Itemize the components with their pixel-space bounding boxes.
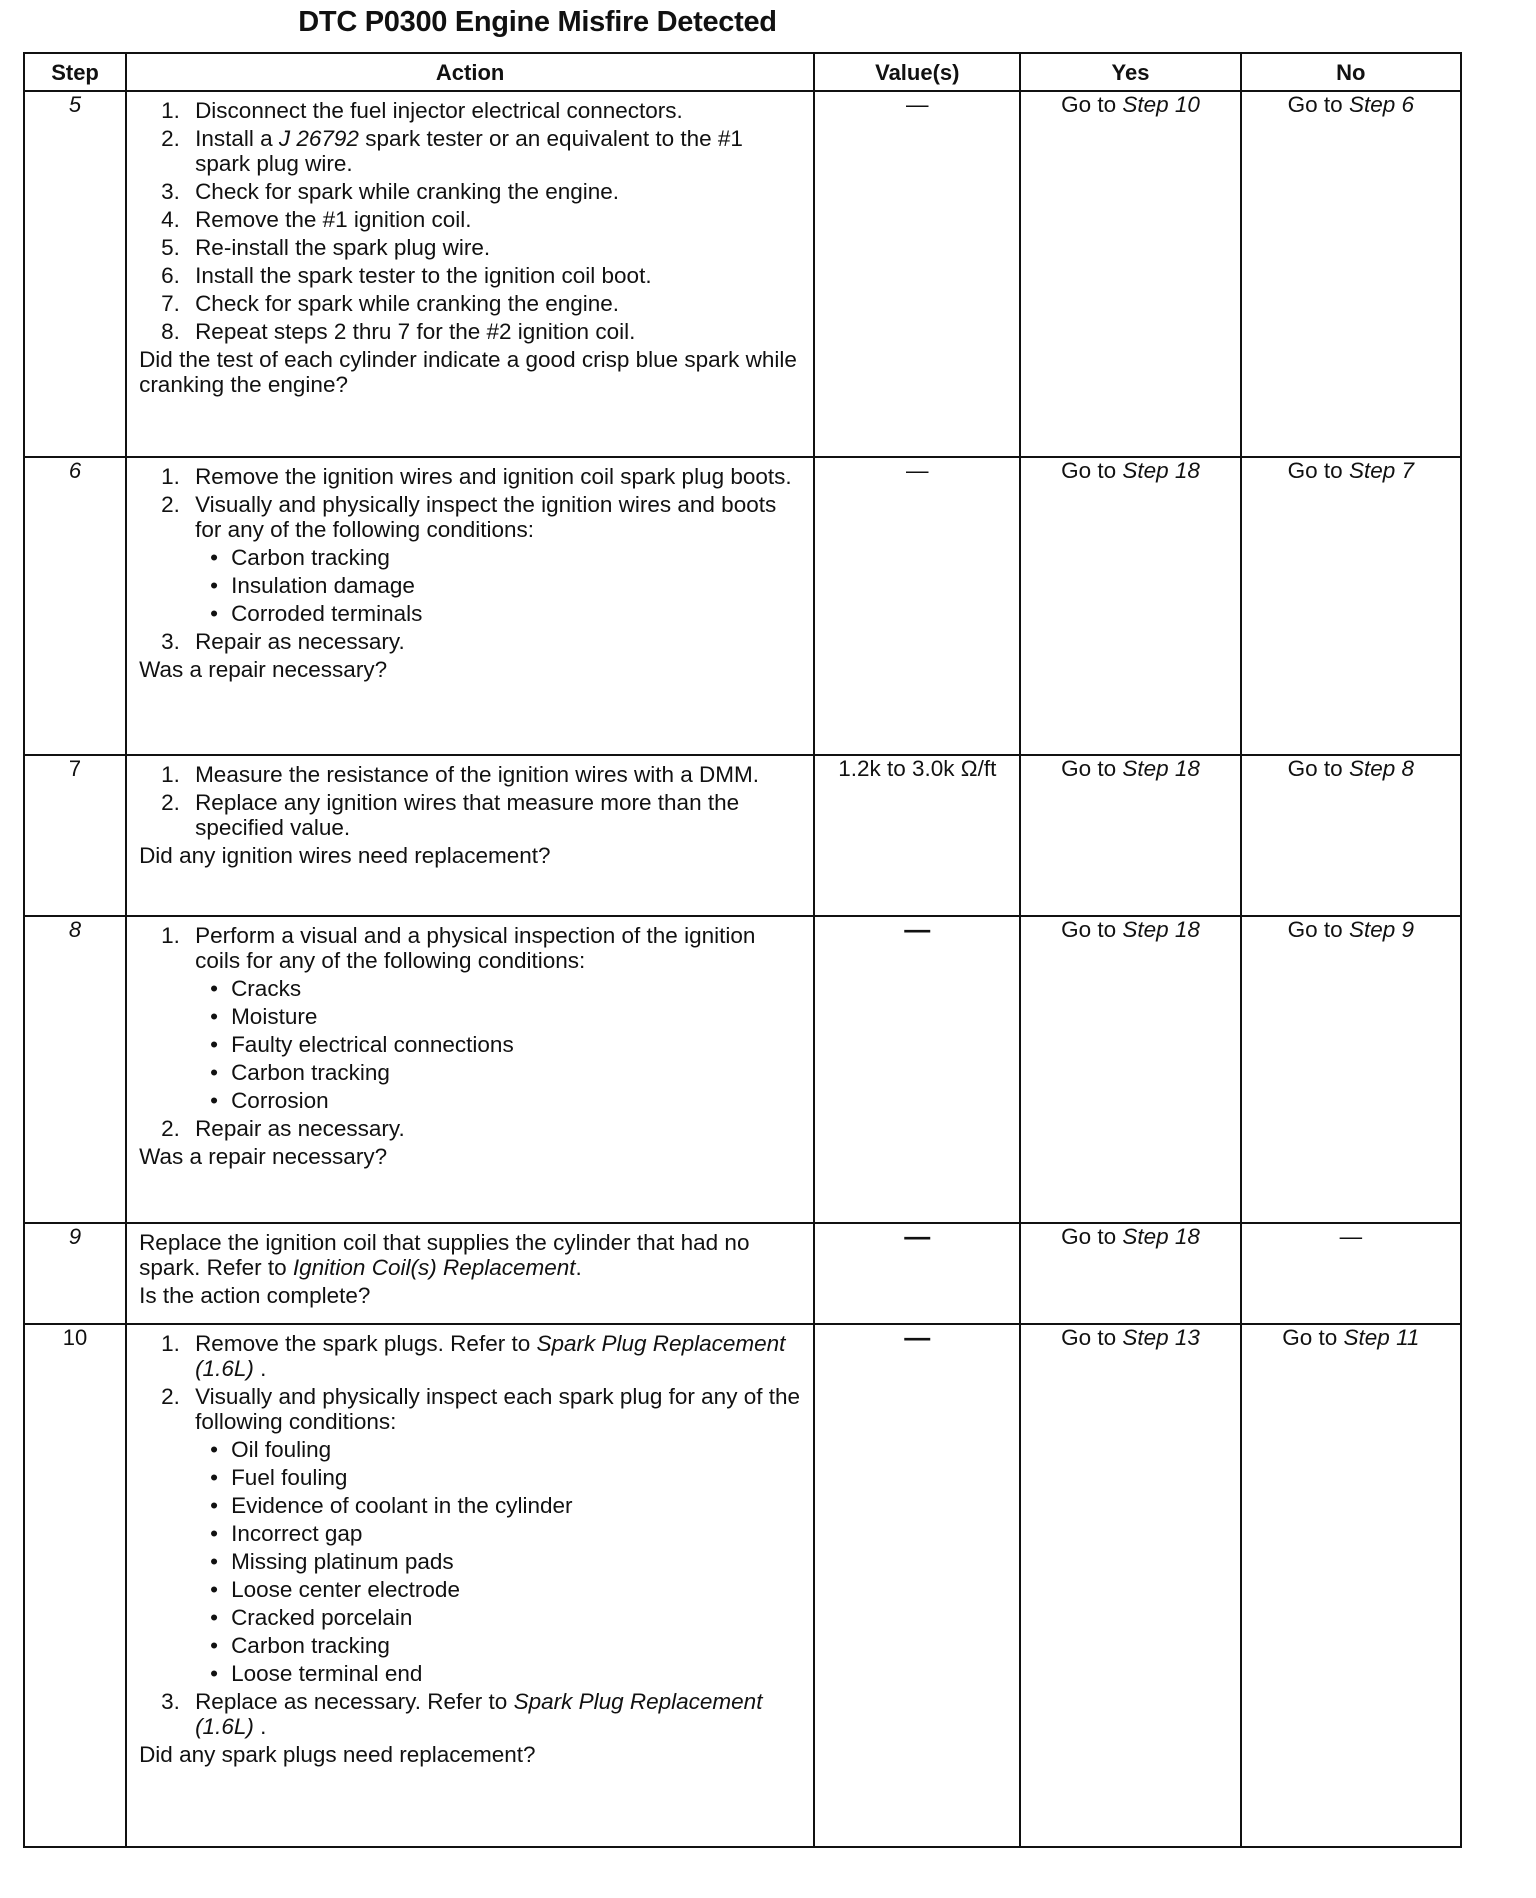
bullet-item: • Missing platinum pads: [210, 1549, 454, 1574]
step-link: Step 11: [1343, 1325, 1420, 1350]
step-number: 9: [24, 1223, 126, 1324]
bullet-item: • Cracked porcelain: [210, 1605, 413, 1630]
bullet-item: • Corrosion: [210, 1088, 329, 1113]
step-number: 6: [24, 457, 126, 755]
list-item: 1. Remove the spark plugs. Refer to Spark Plug Replacement (1.6L) .: [161, 1331, 786, 1381]
no-cell: Go to Step 11: [1241, 1324, 1461, 1847]
value-cell: —: [814, 91, 1020, 457]
bullet-item: • Moisture: [210, 1004, 318, 1029]
table-header-row: [24, 53, 1461, 91]
list-item: 1. Measure the resistance of the ignition wires with a DMM.: [161, 762, 760, 787]
action-cell: [126, 91, 814, 457]
yes-cell: Go to Step 18: [1020, 755, 1240, 916]
question-text: Did any spark plugs need replacement?: [139, 1742, 536, 1767]
bullet-item: • Cracks: [210, 976, 302, 1001]
no-cell: Go to Step 7: [1241, 457, 1461, 755]
action-cell: [126, 1223, 814, 1324]
tool-reference: J 26792: [278, 126, 359, 151]
procedure-reference: Spark Plug Replacement (1.6L): [195, 1331, 786, 1381]
step-link: Step 10: [1122, 92, 1200, 117]
diagnostic-table: [23, 52, 1462, 1848]
question-text: Was a repair necessary?: [139, 1144, 388, 1169]
list-item: 3. Check for spark while cranking the engine.: [161, 179, 620, 204]
action-cell: [126, 457, 814, 755]
list-item: 1. Perform a visual and a physical inspection of the ignition coils for any of the following conditions:: [161, 923, 756, 973]
bullet-item: • Loose terminal end: [210, 1661, 423, 1686]
no-cell: Go to Step 8: [1241, 755, 1461, 916]
step-link: Step 18: [1122, 458, 1200, 483]
list-item: 6. Install the spark tester to the ignition coil boot.: [161, 263, 652, 288]
table-row: [24, 755, 1461, 916]
list-item: 2. Visually and physically inspect each spark plug for any of the following conditions:: [161, 1384, 800, 1434]
action-cell: [126, 1324, 814, 1847]
yes-cell: Go to Step 18: [1020, 916, 1240, 1223]
document-title: DTC P0300 Engine Misfire Detected: [298, 6, 777, 38]
step-link: Step 9: [1348, 917, 1415, 942]
list-item: 2. Replace any ignition wires that measure more than the specified value.: [161, 790, 740, 840]
list-item: 7. Check for spark while cranking the engine.: [161, 291, 620, 316]
question-text: Is the action complete?: [139, 1283, 371, 1308]
instruction-text: Replace the ignition coil that supplies the cylinder that had no spark. Refer to Ignition Coil(s) Replacement.: [139, 1230, 750, 1280]
value-cell: —: [814, 1324, 1020, 1847]
yes-cell: Go to Step 10: [1020, 91, 1240, 457]
bullet-item: • Carbon tracking: [210, 1633, 390, 1658]
table-row: [24, 91, 1461, 457]
question-text: Did the test of each cylinder indicate a good crisp blue spark while cranking the engine?: [139, 347, 797, 397]
header-step: Step: [24, 53, 126, 91]
header-yes: Yes: [1020, 53, 1240, 91]
bullet-item: • Oil fouling: [210, 1437, 332, 1462]
bullet-item: • Insulation damage: [210, 573, 415, 598]
list-item: 3. Replace as necessary. Refer to Spark Plug Replacement (1.6L) .: [161, 1689, 763, 1739]
step-link: Step 7: [1348, 458, 1415, 483]
bullet-item: • Carbon tracking: [210, 545, 390, 570]
no-cell: —: [1241, 1223, 1461, 1324]
header-action: Action: [126, 53, 814, 91]
step-number: 7: [24, 755, 126, 916]
list-item: 1. Remove the ignition wires and ignition coil spark plug boots.: [161, 464, 792, 489]
resistance-spec: 1.2k to 3.0k Ω/ft: [838, 756, 997, 781]
bullet-item: • Carbon tracking: [210, 1060, 390, 1085]
list-item: 5. Re-install the spark plug wire.: [161, 235, 491, 260]
list-item: 8. Repeat steps 2 thru 7 for the #2 ignition coil.: [161, 319, 636, 344]
table-row: [24, 457, 1461, 755]
list-item: 2. Install a J 26792 spark tester or an equivalent to the #1 spark plug wire.: [161, 126, 743, 176]
step-link: Step 18: [1122, 917, 1200, 942]
list-item: 4. Remove the #1 ignition coil.: [161, 207, 472, 232]
step-link: Step 18: [1122, 756, 1200, 781]
action-cell: [126, 755, 814, 916]
yes-cell: Go to Step 18: [1020, 1223, 1240, 1324]
bullet-item: • Incorrect gap: [210, 1521, 363, 1546]
procedure-reference: Spark Plug Replacement (1.6L): [195, 1689, 763, 1739]
value-cell: —: [814, 916, 1020, 1223]
procedure-reference: Ignition Coil(s) Replacement: [292, 1255, 576, 1280]
value-cell: —: [814, 457, 1020, 755]
header-value: Value(s): [814, 53, 1020, 91]
no-cell: Go to Step 6: [1241, 91, 1461, 457]
list-item: 2. Repair as necessary.: [161, 1116, 405, 1141]
bullet-item: • Evidence of coolant in the cylinder: [210, 1493, 573, 1518]
no-cell: Go to Step 9: [1241, 916, 1461, 1223]
table-row: [24, 1223, 1461, 1324]
step-link: Step 8: [1348, 756, 1415, 781]
bullet-item: • Fuel fouling: [210, 1465, 348, 1490]
step-number: 5: [24, 91, 126, 457]
bullet-item: • Corroded terminals: [210, 601, 423, 626]
table-row: [24, 916, 1461, 1223]
yes-cell: Go to Step 18: [1020, 457, 1240, 755]
list-item: 1. Disconnect the fuel injector electrical connectors.: [161, 98, 683, 123]
question-text: Did any ignition wires need replacement?: [139, 843, 551, 868]
step-link: Step 6: [1348, 92, 1415, 117]
table-row: [24, 1324, 1461, 1847]
yes-cell: Go to Step 13: [1020, 1324, 1240, 1847]
bullet-item: • Faulty electrical connections: [210, 1032, 514, 1057]
step-link: Step 18: [1122, 1224, 1200, 1249]
header-no: No: [1241, 53, 1461, 91]
step-number: 8: [24, 916, 126, 1223]
step-number: 10: [24, 1324, 126, 1847]
step-link: Step 13: [1122, 1325, 1200, 1350]
list-item: 3. Repair as necessary.: [161, 629, 405, 654]
action-cell: [126, 916, 814, 1223]
value-cell: —: [814, 1223, 1020, 1324]
value-cell: [814, 755, 1020, 916]
list-item: 2. Visually and physically inspect the ignition wires and boots for any of the following conditions:: [161, 492, 777, 542]
bullet-item: • Loose center electrode: [210, 1577, 460, 1602]
question-text: Was a repair necessary?: [139, 657, 388, 682]
